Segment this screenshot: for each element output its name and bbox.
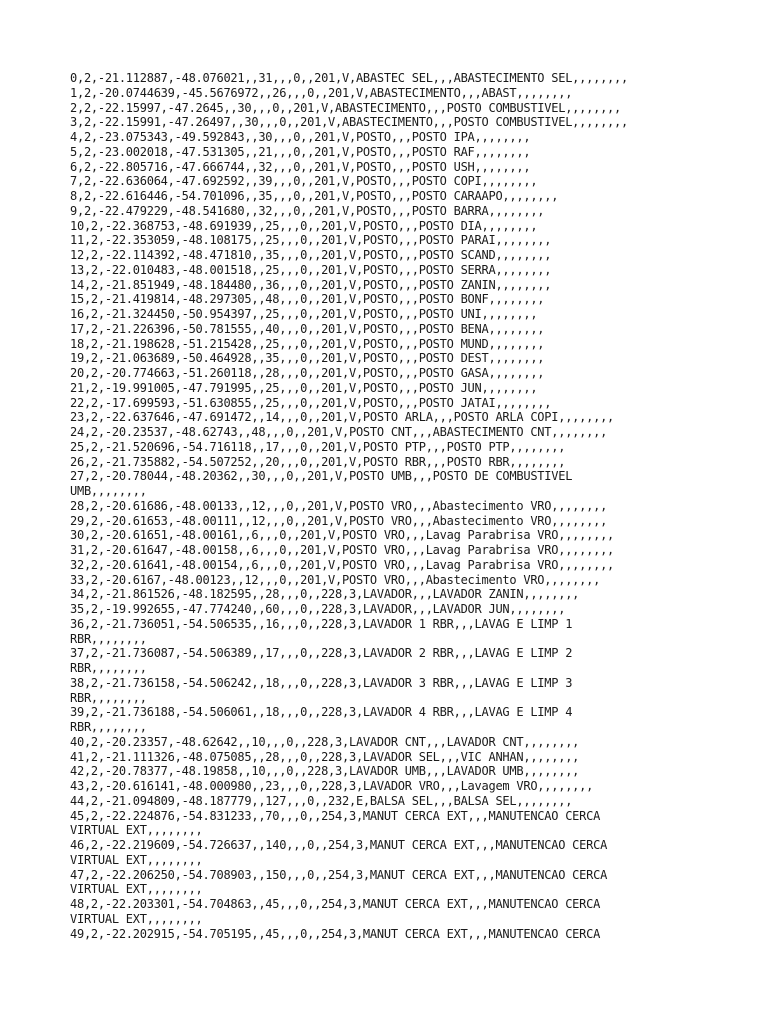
text-line: 38,2,-21.736158,-54.506242,,18,,,0,,228,3,LAVADOR 3 RBR,,,LAVAG E LIMP 3 — [70, 675, 573, 690]
text-line: 44,2,-21.094809,-48.187779,,127,,,0,,232,E,BALSA SEL,,,BALSA SEL,,,,,,,, — [70, 793, 573, 808]
text-line: 43,2,-20.616141,-48.000980,,23,,,0,,228,3,LAVADOR VRO,,,Lavagem VRO,,,,,,,, — [70, 779, 594, 793]
text-line: VIRTUAL EXT,,,,,,,, — [70, 882, 203, 897]
text-line: 35,2,-19.992655,-47.774240,,60,,,0,,228,3,LAVADOR,,,LAVADOR JUN,,,,,,,, — [70, 602, 566, 616]
text-line: 27,2,-20.78044,-48.20362,,30,,,0,,201,V,POSTO UMB,,,POSTO DE COMBUSTIVEL — [70, 469, 573, 484]
text-line: 20,2,-20.774663,-51.260118,,28,,,0,,201,V,POSTO,,,POSTO GASA,,,,,,,, — [70, 366, 545, 380]
text-line: 47,2,-22.206250,-54.708903,,150,,,0,,254,3,MANUT CERCA EXT,,,MANUTENCAO CERCA — [70, 867, 608, 882]
text-line: 12,2,-22.114392,-48.471810,,35,,,0,,201,V,POSTO,,,POSTO SCAND,,,,,,,, — [70, 248, 552, 262]
text-line: VIRTUAL EXT,,,,,,,, — [70, 823, 203, 838]
text-line: 30,2,-20.61651,-48.00161,,6,,,0,,201,V,POSTO VRO,,,Lavag Parabrisa VRO,,,,,,,, — [70, 528, 615, 543]
text-line: 4,2,-23.075343,-49.592843,,30,,,0,,201,V,POSTO,,,POSTO IPA,,,,,,,, — [70, 130, 531, 144]
text-line: RBR,,,,,,,, — [70, 720, 147, 734]
text-line: 33,2,-20.6167,-48.00123,,12,,,0,,201,V,POSTO VRO,,,Abastecimento VRO,,,,,,,, — [70, 572, 601, 587]
text-line: 1,2,-20.0744639,-45.5676972,,26,,,0,,201,V,ABASTECIMENTO,,,ABAST,,,,,,,, — [70, 85, 573, 100]
text-line: 14,2,-21.851949,-48.184480,,36,,,0,,201,V,POSTO,,,POSTO ZANIN,,,,,,,, — [70, 277, 552, 292]
text-line: 45,2,-22.224876,-54.831233,,70,,,0,,254,3,MANUT CERCA EXT,,,MANUTENCAO CERCA — [70, 808, 601, 823]
text-line: 21,2,-19.991005,-47.791995,,25,,,0,,201,V,POSTO,,,POSTO JUN,,,,,,,, — [70, 380, 538, 395]
text-line: 36,2,-21.736051,-54.506535,,16,,,0,,228,3,LAVADOR 1 RBR,,,LAVAG E LIMP 1 — [70, 616, 573, 631]
text-line: UMB,,,,,,,, — [70, 484, 147, 498]
text-line: 9,2,-22.479229,-48.541680,,32,,,0,,201,V,POSTO,,,POSTO BARRA,,,,,,,, — [70, 203, 545, 218]
text-line: 16,2,-21.324450,-50.954397,,25,,,0,,201,V,POSTO,,,POSTO UNI,,,,,,,, — [70, 307, 538, 321]
text-line: 46,2,-22.219609,-54.726637,,140,,,0,,254,3,MANUT CERCA EXT,,,MANUTENCAO CERCA — [70, 838, 608, 852]
text-line: 7,2,-22.636064,-47.692592,,39,,,0,,201,V,POSTO,,,POSTO COPI,,,,,,,, — [70, 174, 538, 189]
text-line: 15,2,-21.419814,-48.297305,,48,,,0,,201,V,POSTO,,,POSTO BONF,,,,,,,, — [70, 292, 545, 307]
csv-text-block — [70, 71, 690, 941]
text-line: VIRTUAL EXT,,,,,,,, — [70, 911, 203, 926]
text-line: 6,2,-22.805716,-47.666744,,32,,,0,,201,V,POSTO,,,POSTO USH,,,,,,,, — [70, 159, 531, 174]
text-line: 48,2,-22.203301,-54.704863,,45,,,0,,254,3,MANUT CERCA EXT,,,MANUTENCAO CERCA — [70, 897, 601, 911]
text-line: 28,2,-20.61686,-48.00133,,12,,,0,,201,V,POSTO VRO,,,Abastecimento VRO,,,,,,,, — [70, 498, 608, 513]
text-line: 29,2,-20.61653,-48.00111,,12,,,0,,201,V,POSTO VRO,,,Abastecimento VRO,,,,,,,, — [70, 513, 608, 528]
text-line: 34,2,-21.861526,-48.182595,,28,,,0,,228,3,LAVADOR,,,LAVADOR ZANIN,,,,,,,, — [70, 587, 580, 602]
text-line: 23,2,-22.637646,-47.691472,,14,,,0,,201,V,POSTO ARLA,,,POSTO ARLA COPI,,,,,,,, — [70, 410, 615, 425]
text-line: RBR,,,,,,,, — [70, 690, 147, 705]
text-line: 2,2,-22.15997,-47.2645,,30,,,0,,201,V,ABASTECIMENTO,,,POSTO COMBUSTIVEL,,,,,,,, — [70, 100, 621, 115]
text-line: 24,2,-20.23537,-48.62743,,48,,,0,,201,V,POSTO CNT,,,ABASTECIMENTO CNT,,,,,,,, — [70, 425, 608, 439]
text-line: 0,2,-21.112887,-48.076021,,31,,,0,,201,V,ABASTEC SEL,,,ABASTECIMENTO SEL,,,,,,,, — [70, 71, 628, 85]
text-line: 39,2,-21.736188,-54.506061,,18,,,0,,228,3,LAVADOR 4 RBR,,,LAVAG E LIMP 4 — [70, 705, 573, 720]
text-line: 11,2,-22.353059,-48.108175,,25,,,0,,201,V,POSTO,,,POSTO PARAI,,,,,,,, — [70, 233, 552, 248]
text-line: 3,2,-22.15991,-47.26497,,30,,,0,,201,V,ABASTECIMENTO,,,POSTO COMBUSTIVEL,,,,,,,, — [70, 115, 628, 130]
text-line: 32,2,-20.61641,-48.00154,,6,,,0,,201,V,POSTO VRO,,,Lavag Parabrisa VRO,,,,,,,, — [70, 557, 615, 572]
text-line: RBR,,,,,,,, — [70, 661, 147, 675]
text-line: 42,2,-20.78377,-48.19858,,10,,,0,,228,3,LAVADOR UMB,,,LAVADOR UMB,,,,,,,, — [70, 764, 580, 779]
text-line: 37,2,-21.736087,-54.506389,,17,,,0,,228,3,LAVADOR 2 RBR,,,LAVAG E LIMP 2 — [70, 646, 573, 661]
text-line: 40,2,-20.23357,-48.62642,,10,,,0,,228,3,LAVADOR CNT,,,LAVADOR CNT,,,,,,,, — [70, 734, 580, 749]
text-line: 49,2,-22.202915,-54.705195,,45,,,0,,254,3,MANUT CERCA EXT,,,MANUTENCAO CERCA — [70, 926, 601, 941]
text-line: 5,2,-23.002018,-47.531305,,21,,,0,,201,V,POSTO,,,POSTO RAF,,,,,,,, — [70, 144, 531, 159]
text-line: 31,2,-20.61647,-48.00158,,6,,,0,,201,V,POSTO VRO,,,Lavag Parabrisa VRO,,,,,,,, — [70, 543, 615, 557]
text-line: VIRTUAL EXT,,,,,,,, — [70, 852, 203, 867]
text-line: 17,2,-21.226396,-50.781555,,40,,,0,,201,V,POSTO,,,POSTO BENA,,,,,,,, — [70, 321, 545, 336]
text-line: 22,2,-17.699593,-51.630855,,25,,,0,,201,V,POSTO,,,POSTO JATAI,,,,,,,, — [70, 395, 552, 410]
text-line: RBR,,,,,,,, — [70, 631, 147, 646]
text-line: 25,2,-21.520696,-54.716118,,17,,,0,,201,V,POSTO PTP,,,POSTO PTP,,,,,,,, — [70, 439, 566, 454]
text-line: 8,2,-22.616446,-54.701096,,35,,,0,,201,V,POSTO,,,POSTO CARAAPO,,,,,,,, — [70, 189, 559, 203]
text-line: 19,2,-21.063689,-50.464928,,35,,,0,,201,V,POSTO,,,POSTO DEST,,,,,,,, — [70, 351, 545, 366]
text-line: 41,2,-21.111326,-48.075085,,28,,,0,,228,3,LAVADOR SEL,,,VIC ANHAN,,,,,,,, — [70, 749, 580, 764]
text-line: 10,2,-22.368753,-48.691939,,25,,,0,,201,V,POSTO,,,POSTO DIA,,,,,,,, — [70, 218, 538, 233]
text-line: 13,2,-22.010483,-48.001518,,25,,,0,,201,V,POSTO,,,POSTO SERRA,,,,,,,, — [70, 262, 552, 277]
text-line: 26,2,-21.735882,-54.507252,,20,,,0,,201,V,POSTO RBR,,,POSTO RBR,,,,,,,, — [70, 454, 566, 469]
text-line: 18,2,-21.198628,-51.215428,,25,,,0,,201,V,POSTO,,,POSTO MUND,,,,,,,, — [70, 336, 545, 351]
